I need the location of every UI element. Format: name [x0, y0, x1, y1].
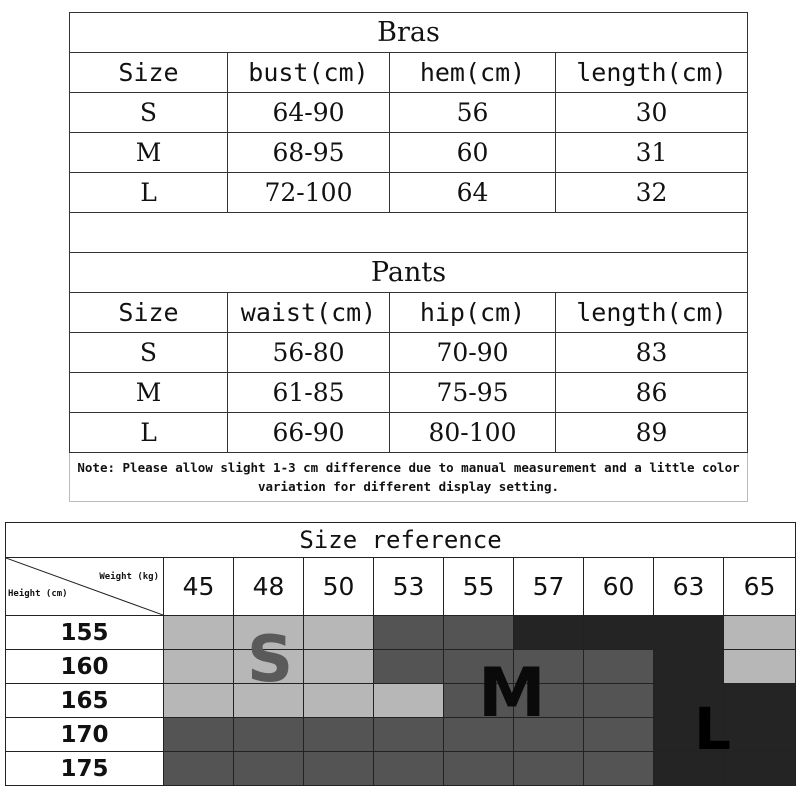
size-zone-cell — [724, 684, 796, 718]
size-zone-cell — [724, 650, 796, 684]
weight-header-cell: 53 — [374, 558, 444, 616]
height-label-cell: 165 — [6, 684, 164, 718]
size-table — [69, 12, 748, 502]
bras-length-cell: 30 — [556, 93, 748, 133]
height-label-cell: 160 — [6, 650, 164, 684]
note-row — [70, 453, 748, 502]
weight-header-row — [6, 558, 796, 616]
height-row — [6, 752, 796, 786]
height-row — [6, 616, 796, 650]
size-zone-cell — [654, 616, 724, 650]
table-row — [70, 413, 748, 453]
size-zone-cell — [584, 650, 654, 684]
bras-hem-cell: 56 — [390, 93, 556, 133]
bras-size-cell: S — [70, 93, 228, 133]
size-zone-cell — [304, 616, 374, 650]
diagonal-divider — [6, 558, 163, 615]
size-zone-cell — [164, 752, 234, 786]
table-row — [70, 93, 748, 133]
size-zone-cell — [374, 684, 444, 718]
height-row — [6, 684, 796, 718]
bras-header-length: length(cm) — [556, 53, 748, 93]
height-label-cell: 155 — [6, 616, 164, 650]
size-l-zone-label: L — [694, 695, 731, 763]
bras-size-cell: L — [70, 173, 228, 213]
size-zone-cell — [374, 650, 444, 684]
pants-length-cell: 89 — [556, 413, 748, 453]
size-zone-cell — [584, 718, 654, 752]
pants-size-cell: M — [70, 373, 228, 413]
weight-header-cell: 60 — [584, 558, 654, 616]
pants-header-waist: waist(cm) — [228, 293, 390, 333]
pants-hip-cell: 80-100 — [390, 413, 556, 453]
size-zone-cell — [304, 650, 374, 684]
size-zone-cell — [584, 752, 654, 786]
bras-hem-cell: 60 — [390, 133, 556, 173]
size-zone-cell — [164, 684, 234, 718]
bras-bust-cell: 72-100 — [228, 173, 390, 213]
bras-header-row — [70, 53, 748, 93]
pants-length-cell: 83 — [556, 333, 748, 373]
size-zone-cell — [724, 752, 796, 786]
size-zone-cell — [164, 650, 234, 684]
weight-header-cell: 48 — [234, 558, 304, 616]
size-zone-cell — [654, 650, 724, 684]
table-row — [70, 133, 748, 173]
height-label-cell: 175 — [6, 752, 164, 786]
pants-length-cell: 86 — [556, 373, 748, 413]
size-zone-cell — [514, 616, 584, 650]
size-zone-cell — [164, 616, 234, 650]
measurement-note: Note: Please allow slight 1-3 cm difference due to manual measurement and a little color variation for different display setting. — [70, 453, 748, 502]
size-zone-cell — [234, 752, 304, 786]
reference-title: Size reference — [6, 523, 796, 558]
size-zone-cell — [724, 718, 796, 752]
size-s-zone-label: S — [247, 623, 294, 697]
bras-length-cell: 32 — [556, 173, 748, 213]
size-zone-cell — [584, 616, 654, 650]
height-row — [6, 718, 796, 752]
bras-title-row — [70, 13, 748, 53]
pants-waist-cell: 56-80 — [228, 333, 390, 373]
height-label-cell: 170 — [6, 718, 164, 752]
axis-corner-cell — [6, 558, 164, 616]
pants-header-row — [70, 293, 748, 333]
size-zone-cell — [724, 616, 796, 650]
size-zone-cell — [304, 718, 374, 752]
size-reference-chart — [5, 522, 796, 786]
size-zone-cell — [374, 718, 444, 752]
pants-hip-cell: 70-90 — [390, 333, 556, 373]
table-row — [70, 173, 748, 213]
weight-header-cell: 50 — [304, 558, 374, 616]
pants-size-cell: S — [70, 333, 228, 373]
bras-header-size: Size — [70, 53, 228, 93]
table-row — [70, 373, 748, 413]
reference-title-row — [6, 523, 796, 558]
bras-length-cell: 31 — [556, 133, 748, 173]
size-zone-cell — [584, 684, 654, 718]
bras-title: Bras — [70, 13, 748, 53]
size-zone-cell — [304, 752, 374, 786]
size-zone-cell — [514, 752, 584, 786]
weight-header-cell: 45 — [164, 558, 234, 616]
pants-size-cell: L — [70, 413, 228, 453]
size-zone-cell — [374, 616, 444, 650]
bras-bust-cell: 68-95 — [228, 133, 390, 173]
size-zone-cell — [234, 718, 304, 752]
bras-size-cell: M — [70, 133, 228, 173]
height-row — [6, 650, 796, 684]
bras-hem-cell: 64 — [390, 173, 556, 213]
pants-title-row — [70, 253, 748, 293]
size-m-zone-label: M — [478, 654, 546, 733]
size-zone-cell — [444, 752, 514, 786]
weight-header-cell: 55 — [444, 558, 514, 616]
pants-header-hip: hip(cm) — [390, 293, 556, 333]
weight-header-cell: 63 — [654, 558, 724, 616]
table-row — [70, 333, 748, 373]
spacer-cell — [70, 213, 748, 253]
bras-header-hem: hem(cm) — [390, 53, 556, 93]
height-axis-label: Height (cm) — [8, 589, 68, 599]
pants-waist-cell: 66-90 — [228, 413, 390, 453]
pants-waist-cell: 61-85 — [228, 373, 390, 413]
pants-header-size: Size — [70, 293, 228, 333]
pants-title: Pants — [70, 253, 748, 293]
size-zone-cell — [374, 752, 444, 786]
pants-header-length: length(cm) — [556, 293, 748, 333]
pants-hip-cell: 75-95 — [390, 373, 556, 413]
weight-axis-label: Weight (kg) — [99, 572, 159, 582]
size-zone-cell — [444, 616, 514, 650]
weight-header-cell: 65 — [724, 558, 796, 616]
bras-header-bust: bust(cm) — [228, 53, 390, 93]
weight-header-cell: 57 — [514, 558, 584, 616]
bras-bust-cell: 64-90 — [228, 93, 390, 133]
size-zone-cell — [164, 718, 234, 752]
size-zone-cell — [304, 684, 374, 718]
spacer-row — [70, 213, 748, 253]
